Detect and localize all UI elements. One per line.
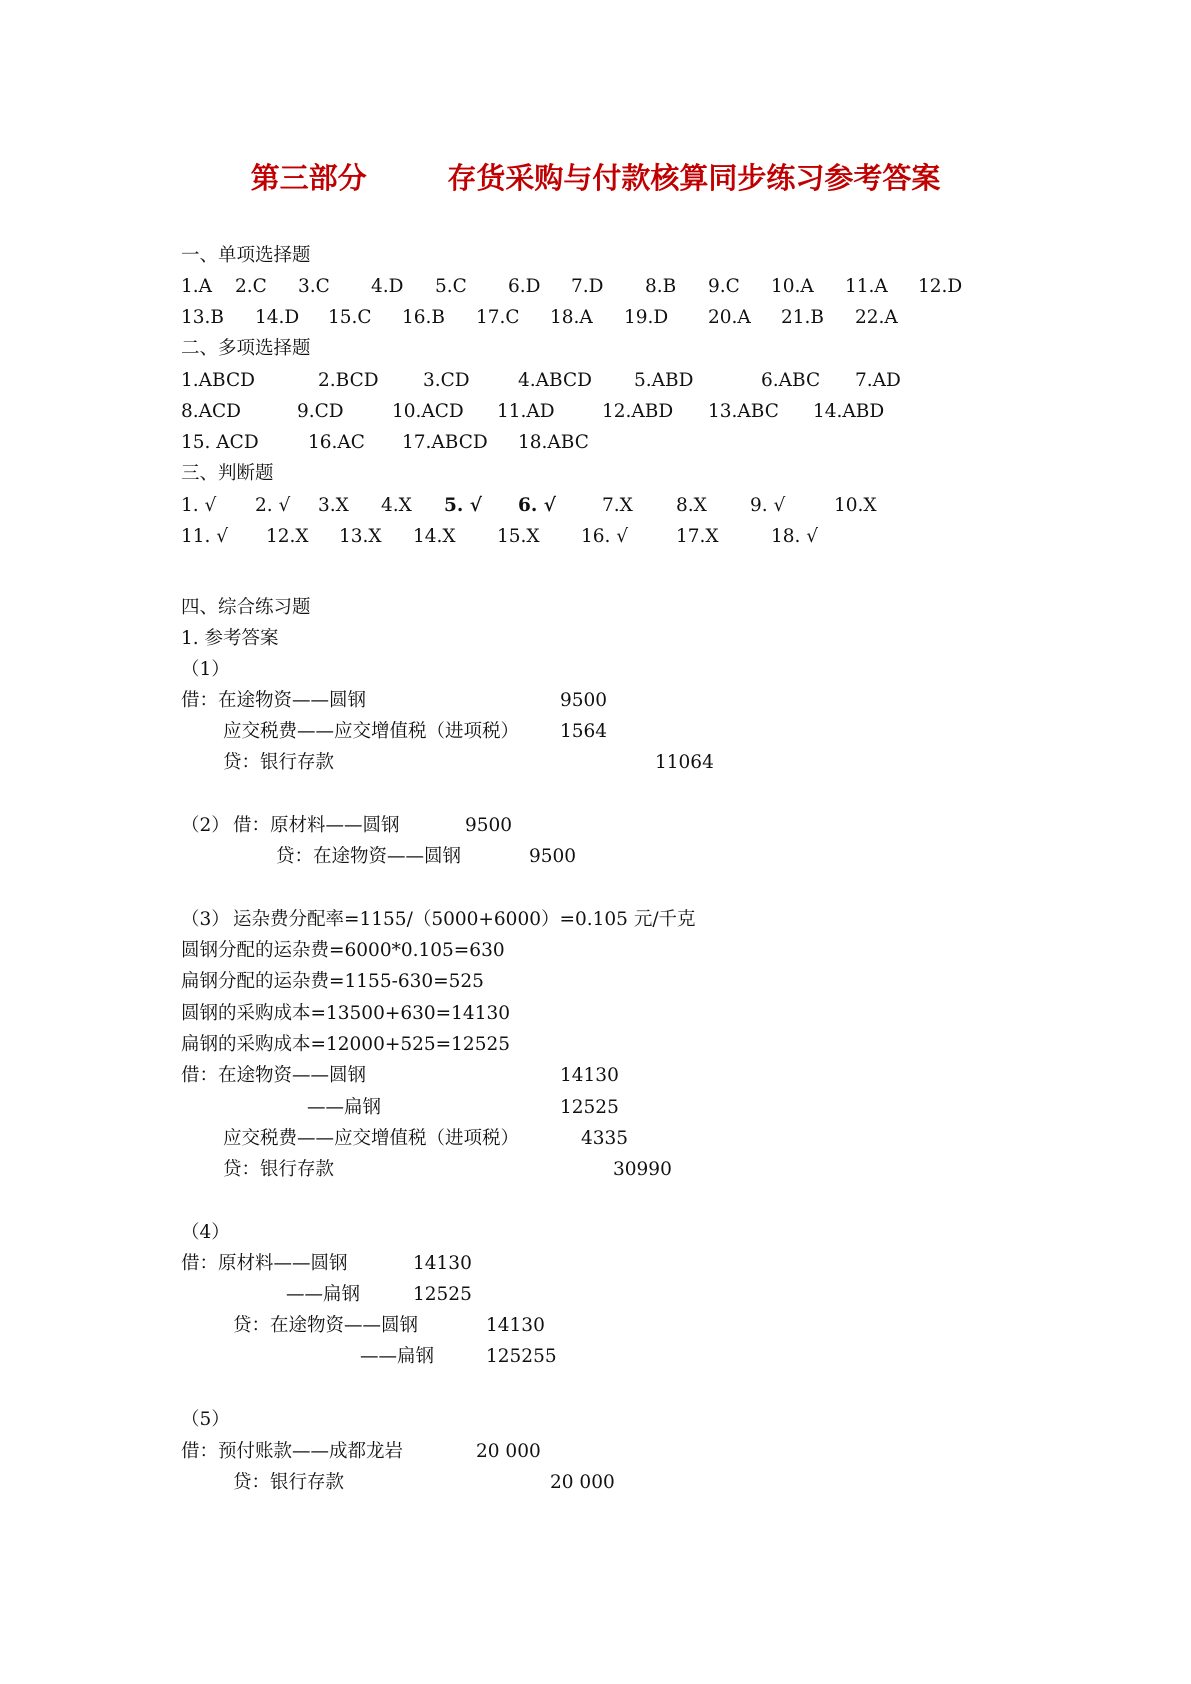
answer-item: 22.A	[855, 307, 898, 328]
answer-item: 9.C	[708, 276, 740, 297]
answer-item: 7.AD	[855, 370, 901, 391]
answer-item: 7.X	[602, 495, 633, 516]
question-heading: 1. 参考答案	[181, 628, 279, 649]
answer-item: 4.ABCD	[518, 370, 592, 391]
entry-account: 贷：银行存款	[233, 1472, 345, 1493]
answer-item: 6. √	[518, 495, 556, 516]
entry-amount: 9500	[529, 846, 577, 867]
answer-item: 7.D	[571, 276, 604, 297]
calc-line: 扁钢分配的运杂费=1155-630=525	[181, 971, 484, 992]
entry-account: 贷：在途物资——圆钢	[233, 1315, 419, 1336]
answer-item: 1.A	[181, 276, 213, 297]
entry-amount: 20 000	[550, 1472, 615, 1493]
answer-item: 18.A	[550, 307, 593, 328]
answer-item: 17.X	[676, 526, 719, 547]
answer-item: 16.B	[402, 307, 446, 328]
section-heading-multiple-choice: 二、多项选择题	[181, 338, 311, 359]
answer-item: 11.AD	[497, 401, 555, 422]
entry-account: 借：在途物资——圆钢	[181, 690, 367, 711]
answer-item: 19.D	[624, 307, 669, 328]
answer-item: 15. ACD	[181, 432, 259, 453]
entry-amount: 12525	[413, 1284, 472, 1305]
answer-item: 16.AC	[308, 432, 365, 453]
answer-item: 15.C	[328, 307, 372, 328]
entry-amount: 14130	[560, 1065, 619, 1086]
answer-item: 20.A	[708, 307, 751, 328]
answer-item: 13.ABC	[708, 401, 779, 422]
answer-item: 8.B	[645, 276, 677, 297]
answer-item: 8.X	[676, 495, 707, 516]
calc-line: 运杂费分配率=1155/（5000+6000）=0.105 元/千克	[233, 909, 696, 930]
page-title	[0, 156, 1191, 197]
answer-item: 13.B	[181, 307, 225, 328]
answer-item: 3.X	[318, 495, 349, 516]
entry-account: 贷：银行存款	[223, 752, 335, 773]
entry-amount: 1564	[560, 721, 608, 742]
entry-account: 贷：在途物资——圆钢	[276, 846, 462, 867]
entry-amount: 12525	[560, 1097, 619, 1118]
part-label: （2）	[181, 815, 230, 836]
calc-line: 扁钢的采购成本=12000+525=12525	[181, 1034, 511, 1055]
part-label: （1）	[181, 659, 230, 680]
answer-item: 4.D	[371, 276, 404, 297]
entry-account: ——扁钢	[360, 1346, 435, 1367]
answer-item: 4.X	[381, 495, 412, 516]
answer-item: 2. √	[255, 495, 291, 516]
entry-amount: 30990	[613, 1159, 672, 1180]
title-part: 第三部分	[250, 161, 367, 195]
entry-account: ——扁钢	[286, 1284, 361, 1305]
section-heading-true-false: 三、判断题	[181, 463, 274, 484]
part-label: （5）	[181, 1409, 230, 1430]
answer-item: 16. √	[581, 526, 629, 547]
calc-line: 圆钢分配的运杂费=6000*0.105=630	[181, 940, 505, 961]
entry-account: 借：原材料——圆钢	[233, 815, 400, 836]
entry-account: 借：预付账款——成都龙岩	[181, 1441, 404, 1462]
answer-item: 17.C	[476, 307, 520, 328]
answer-item: 3.C	[298, 276, 330, 297]
answer-item: 5. √	[444, 495, 482, 516]
section-heading-single-choice: 一、单项选择题	[181, 245, 311, 266]
answer-item: 2.C	[235, 276, 267, 297]
entry-amount: 11064	[655, 752, 714, 773]
answer-item: 9. √	[750, 495, 786, 516]
answer-item: 10.A	[771, 276, 814, 297]
entry-amount: 20 000	[476, 1441, 541, 1462]
answer-item: 5.ABD	[634, 370, 694, 391]
answer-item: 11. √	[181, 526, 229, 547]
answer-item: 6.D	[508, 276, 541, 297]
answer-item: 12.ABD	[602, 401, 674, 422]
part-label: （4）	[181, 1222, 230, 1243]
entry-account: 借：在途物资——圆钢	[181, 1065, 367, 1086]
answer-item: 1.ABCD	[181, 370, 255, 391]
title-subject: 存货采购与付款核算同步练习参考答案	[447, 161, 941, 195]
answer-item: 17.ABCD	[402, 432, 488, 453]
entry-account: 应交税费——应交增值税（进项税）	[223, 721, 520, 742]
answer-item: 13.X	[339, 526, 382, 547]
entry-amount: 14130	[486, 1315, 545, 1336]
entry-account: 应交税费——应交增值税（进项税）	[223, 1128, 520, 1149]
answer-item: 6.ABC	[761, 370, 821, 391]
entry-amount: 9500	[465, 815, 513, 836]
answer-item: 14.X	[413, 526, 456, 547]
answer-item: 12.X	[266, 526, 309, 547]
calc-line: 圆钢的采购成本=13500+630=14130	[181, 1003, 511, 1024]
entry-amount: 9500	[560, 690, 608, 711]
entry-account: 借：原材料——圆钢	[181, 1253, 348, 1274]
entry-account: 贷：银行存款	[223, 1159, 335, 1180]
answer-item: 11.A	[845, 276, 888, 297]
answer-item: 8.ACD	[181, 401, 241, 422]
answer-item: 9.CD	[297, 401, 344, 422]
answer-item: 3.CD	[423, 370, 470, 391]
entry-account: ——扁钢	[307, 1097, 382, 1118]
answer-item: 1. √	[181, 495, 217, 516]
answer-item: 14.ABD	[813, 401, 885, 422]
answer-item: 10.ACD	[392, 401, 464, 422]
entry-amount: 125255	[486, 1346, 557, 1367]
section-heading-comprehensive: 四、综合练习题	[181, 597, 311, 618]
answer-item: 21.B	[781, 307, 825, 328]
answer-item: 15.X	[497, 526, 540, 547]
answer-item: 5.C	[435, 276, 467, 297]
entry-amount: 14130	[413, 1253, 472, 1274]
entry-amount: 4335	[581, 1128, 629, 1149]
answer-item: 10.X	[834, 495, 877, 516]
part-label: （3）	[181, 909, 230, 930]
answer-item: 18. √	[771, 526, 819, 547]
answer-item: 2.BCD	[318, 370, 379, 391]
answer-item: 12.D	[918, 276, 963, 297]
answer-item: 18.ABC	[518, 432, 589, 453]
answer-item: 14.D	[255, 307, 300, 328]
